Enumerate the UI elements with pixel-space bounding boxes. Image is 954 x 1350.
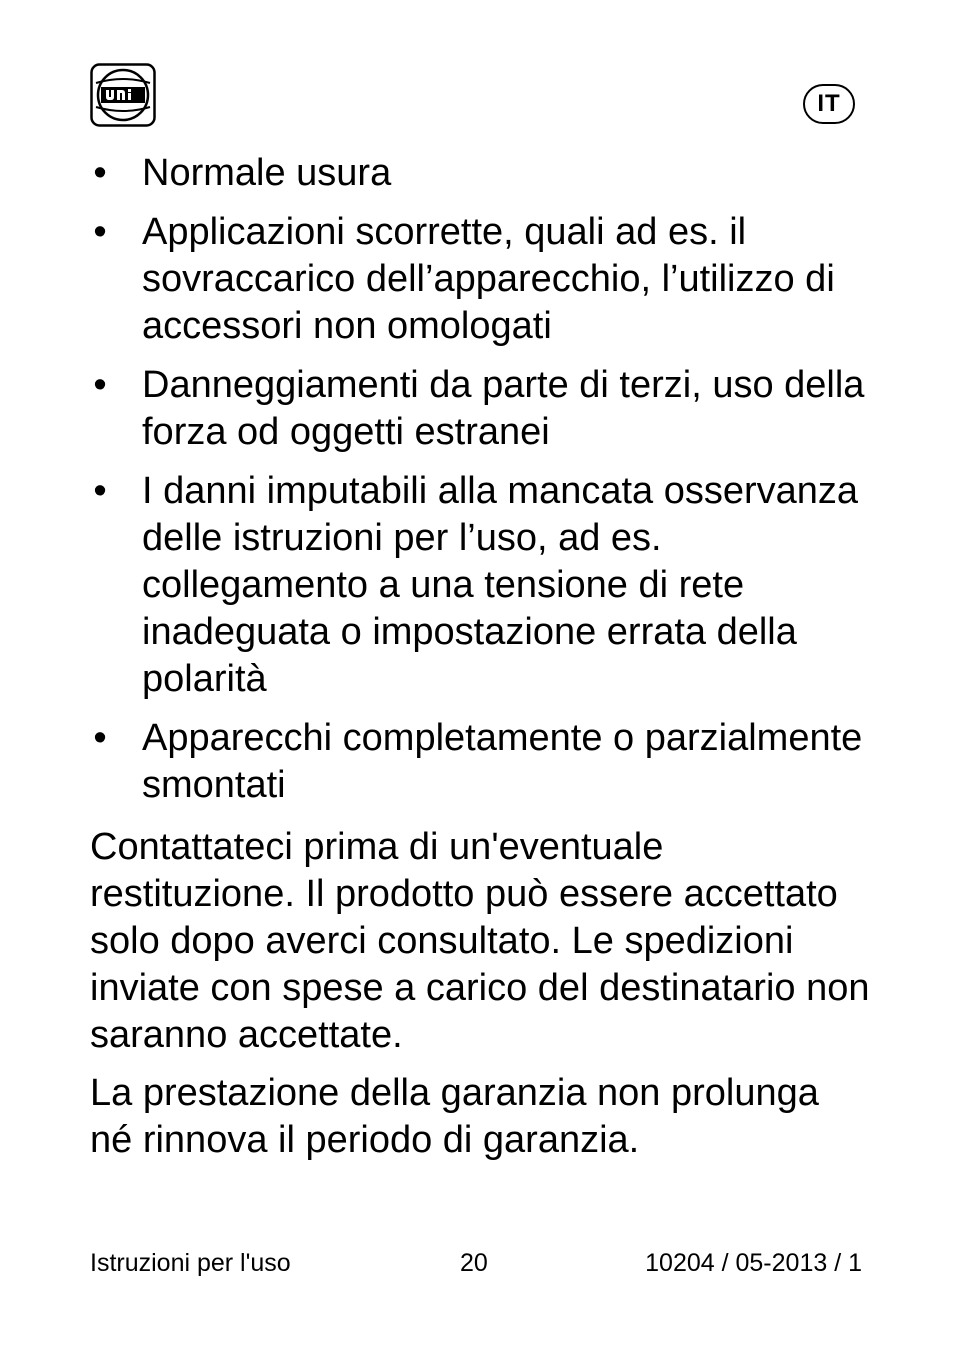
list-item [90, 150, 870, 197]
list-item [90, 715, 870, 809]
list-item-text: Normale usura [142, 152, 392, 194]
list-item-text: Applicazioni scorrette, quali ad es. il sovraccarico dell’apparecchio, l’utilizzo di accessori non omologati [142, 211, 835, 347]
bullet-icon: • [93, 364, 107, 406]
page-number: 20 [460, 1249, 488, 1277]
list-item [90, 468, 870, 703]
exclusions-list [90, 150, 870, 809]
list-item-text: Apparecchi completamente o parzialmente smontati [142, 717, 863, 806]
bullet-icon: • [93, 152, 107, 194]
footer-document-title: Istruzioni per l'uso [90, 1249, 291, 1277]
warranty-period-paragraph: La prestazione della garanzia non prolunga né rinnova il periodo di garanzia. [90, 1072, 819, 1161]
bullet-icon: • [93, 211, 107, 253]
page-footer [90, 1247, 862, 1279]
list-item-text: Danneggiamenti da parte di terzi, uso della forza od oggetti estranei [142, 364, 865, 453]
list-item-text: I danni imputabili alla mancata osservanza delle istruzioni per l’uso, ad es. collegamento a una tensione di rete inadeguata o impostazione errata della polarità [142, 470, 859, 700]
bullet-icon: • [93, 470, 107, 512]
footer-document-code: 10204 / 05-2013 / 1 [645, 1249, 862, 1277]
bullet-icon: • [93, 717, 107, 759]
uni-logo-icon [90, 63, 156, 127]
list-item [90, 209, 870, 350]
language-badge: IT [803, 84, 855, 124]
return-policy-paragraph: Contattateci prima di un'eventuale restituzione. Il prodotto può essere accettato solo dopo averci consultato. Le spedizioni inviate con spese a carico del destinatario non saranno accettate. [90, 826, 870, 1056]
uni-logo [90, 63, 156, 127]
main-content [90, 150, 870, 1175]
list-item [90, 362, 870, 456]
